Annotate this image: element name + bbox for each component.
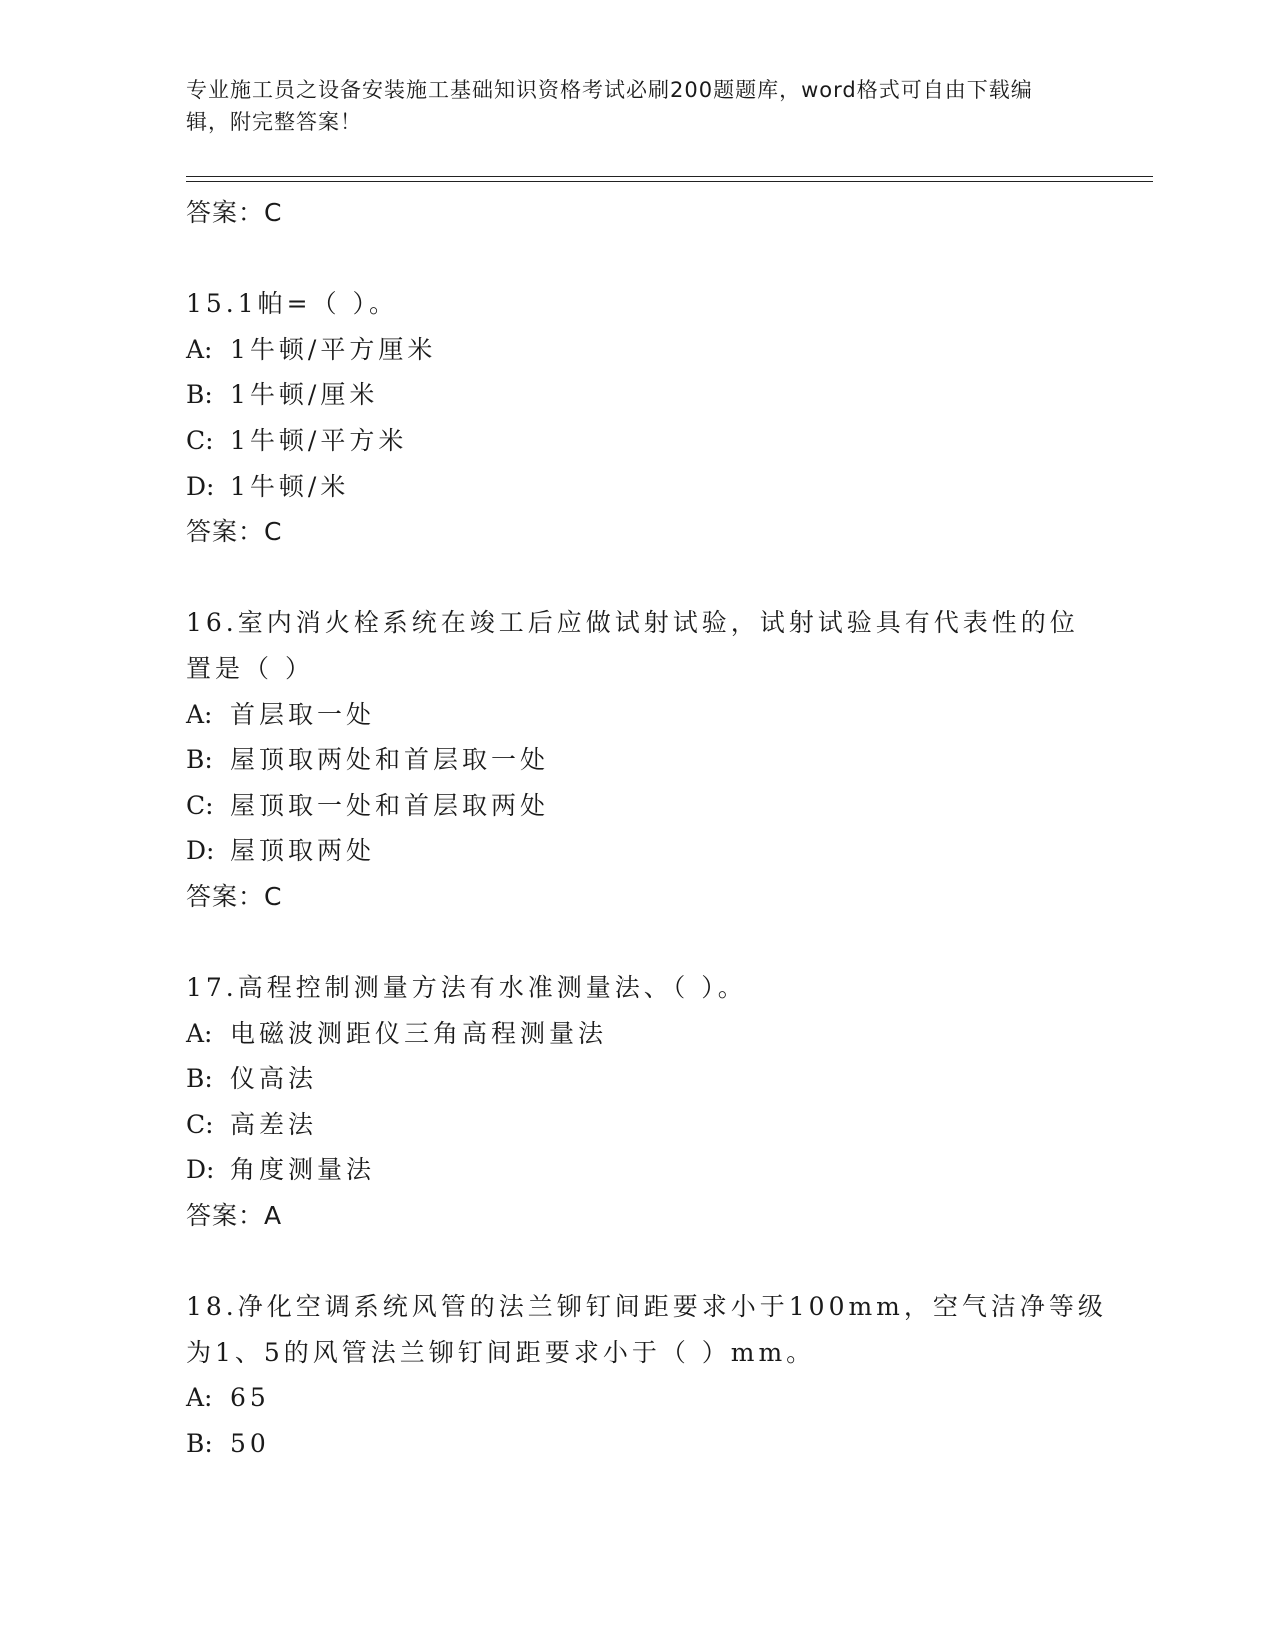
option-text: 1牛顿/平方厘米 [230, 334, 437, 364]
option-text: 1牛顿/平方米 [230, 425, 408, 455]
answer-option [186, 1147, 1086, 1193]
option-label: C: [186, 425, 214, 455]
option-label: A: [186, 334, 213, 364]
spacer [186, 236, 1086, 282]
option-text: 屋顶取一处和首层取两处 [230, 790, 550, 820]
option-text: 50 [230, 1429, 270, 1459]
answer-line: 答案：C [186, 517, 283, 547]
answer-option [186, 737, 1086, 783]
answer-line: 答案：C [186, 881, 283, 911]
option-label: B: [186, 745, 213, 775]
answer-option [186, 418, 1086, 464]
question-text: 15.1帕=（ ）。 [186, 289, 399, 319]
option-label: D: [186, 836, 215, 866]
spacer [186, 1239, 1086, 1285]
option-label: D: [186, 1155, 215, 1185]
option-text: 首层取一处 [230, 699, 376, 729]
answer-option [186, 692, 1086, 738]
option-text: 高差法 [230, 1109, 318, 1139]
answer-option [186, 828, 1086, 874]
answer-line: 答案：A [186, 1201, 283, 1231]
question-text: 16.室内消火栓系统在竣工后应做试射试验，试射试验具有代表性的位 [186, 608, 1079, 638]
header-rule-top [186, 176, 1153, 177]
answer-option [186, 464, 1086, 510]
option-text: 1牛顿/米 [230, 471, 350, 501]
option-label: C: [186, 790, 214, 820]
header-rule-bottom [186, 181, 1153, 182]
option-text: 屋顶取两处和首层取一处 [230, 745, 550, 775]
answer-option [186, 783, 1086, 829]
question-text: 17.高程控制测量方法有水准测量法、（ ）。 [186, 973, 747, 1003]
option-label: A: [186, 699, 213, 729]
answer-option [186, 1056, 1086, 1102]
option-text: 仪高法 [230, 1064, 318, 1094]
option-label: B: [186, 1064, 213, 1094]
option-text: 电磁波测距仪三角高程测量法 [230, 1018, 608, 1048]
question-text: 为1、5的风管法兰铆钉间距要求小于（ ）mm。 [186, 1337, 816, 1367]
answer-option [186, 1011, 1086, 1057]
answer-option [186, 1421, 1086, 1467]
option-text: 角度测量法 [230, 1155, 376, 1185]
answer-option [186, 1375, 1086, 1421]
spacer [186, 920, 1086, 966]
option-label: B: [186, 1429, 213, 1459]
answer-line: 答案：C [186, 198, 283, 227]
spacer [186, 555, 1086, 601]
answer-option [186, 372, 1086, 418]
option-text: 65 [230, 1383, 270, 1413]
option-text: 屋顶取两处 [230, 836, 376, 866]
question-list [186, 190, 1107, 1467]
option-label: A: [186, 1018, 213, 1048]
page-header: 专业施工员之设备安装施工基础知识资格考试必刷200题题库，word格式可自由下载编辑，附完整答案！ [186, 78, 1033, 134]
option-label: C: [186, 1109, 214, 1139]
answer-option [186, 1102, 1086, 1148]
option-text: 1牛顿/厘米 [230, 380, 379, 410]
question-text: 18.净化空调系统风管的法兰铆钉间距要求小于100mm，空气洁净等级 [186, 1292, 1107, 1322]
option-label: B: [186, 380, 213, 410]
option-label: D: [186, 471, 215, 501]
answer-option [186, 327, 1086, 373]
question-text: 置是（ ） [186, 653, 314, 683]
option-label: A: [186, 1383, 213, 1413]
